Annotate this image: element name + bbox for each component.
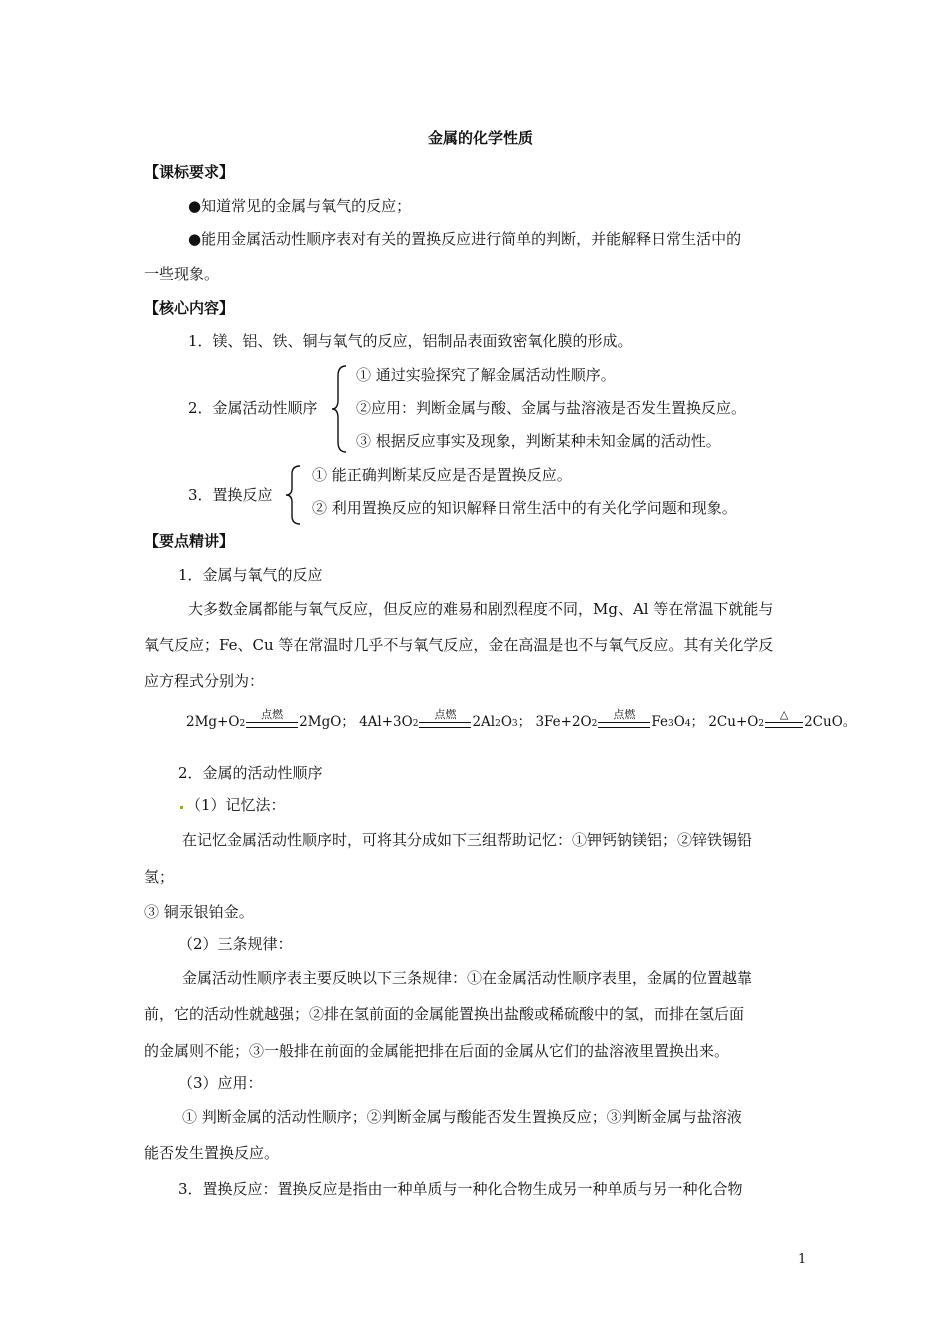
eq4-left: 2Cu+O [708, 714, 759, 730]
left-brace-icon [284, 464, 302, 526]
key-point-2-sub-3-line-1: ① 判断金属的活动性顺序；②判断金属与酸能否发生置换反应；③判断金属与盐溶液 [182, 1108, 742, 1126]
requirement-item-2-line-2: 一些现象。 [144, 265, 220, 283]
key-point-2-sub-1-line-1: 在记忆金属活动性顺序时，可将其分成如下三组帮助记忆：①钾钙钠镁铝；②锌铁锡铅 [182, 831, 753, 849]
core-item-2-sub-2: ②应用：判断金属与酸、金属与盐溶液是否发生置换反应。 [356, 399, 747, 417]
core-header: 【核心内容】 [144, 299, 235, 317]
key-point-3-line-1: 3．置换反应：置换反应是指由一种单质与一种化合物生成另一种单质与另一种化合物 [178, 1180, 743, 1198]
key-point-2-sub-2-line-3: 的金属则不能；③一般排在前面的金属能把排在后面的金属从它们的盐溶液里置换出来。 [144, 1042, 730, 1060]
key-point-2-sub-2-line-1: 金属活动性顺序表主要反映以下三条规律：①在金属活动性顺序表里，金属的位置越靠 [182, 969, 753, 987]
left-brace-icon [330, 364, 348, 454]
key-point-2-sub-2: （2）三条规律： [178, 935, 293, 953]
core-item-3-label: 3．置换反应 [188, 486, 273, 504]
key-point-1-line-2: 氧气反应；Fe、Cu 等在常温时几乎不与氧气反应，金在高温是也不与氧气反应。其有关化学反 [144, 636, 774, 654]
key-point-2-sub-1: （1）记忆法： [186, 796, 286, 814]
eq4-right: 2CuO。 [804, 714, 857, 730]
core-item-2-label: 2．金属活动性顺序 [188, 399, 318, 417]
key-point-2-sub-3-line-2: 能否发生置换反应。 [144, 1144, 280, 1162]
eq2-left: 4Al+3O [359, 714, 413, 730]
marker-dot [180, 806, 183, 809]
requirements-header: 【课标要求】 [144, 163, 235, 181]
eq3-condition: 点燃 [598, 717, 650, 729]
key-point-1-line-1: 大多数金属都能与氧气反应，但反应的难易和剧烈程度不同，Mg、Al 等在常温下就能与 [188, 600, 774, 618]
requirement-item-2-line-1: ●能用金属活动性顺序表对有关的置换反应进行简单的判断，并能解释日常生活中的 [188, 230, 742, 248]
core-item-2-sub-1: ① 通过实验探究了解金属活动性顺序。 [356, 366, 616, 384]
key-point-1-line-3: 应方程式分别为： [144, 672, 265, 690]
eq2-condition: 点燃 [419, 717, 471, 729]
eq1-condition: 点燃 [246, 717, 298, 729]
key-point-2-sub-1-line-3: ③ 铜汞银铂金。 [144, 903, 254, 921]
core-item-3-sub-1: ① 能正确判断某反应是否是置换反应。 [312, 466, 572, 484]
key-point-1-title: 1．金属与氧气的反应 [178, 566, 323, 584]
equations-line: 2Mg+O2 点燃 2MgO； 4Al+3O2 点燃 2Al2O3； 3Fe+2O2 点燃 Fe3O4； 2Cu+O2 △ 2CuO。 [186, 708, 857, 730]
core-item-2-sub-3: ③ 根据反应事实及现象，判断某种未知金属的活动性。 [356, 432, 721, 450]
eq4-condition: △ [765, 717, 803, 729]
eq3-left: 3Fe+2O [535, 714, 592, 730]
key-point-2-title: 2．金属的活动性顺序 [178, 764, 323, 782]
key-point-2-sub-2-line-2: 前，它的活动性就越强；②排在氢前面的金属能置换出盐酸或稀硫酸中的氢，而排在氢后面 [144, 1005, 745, 1023]
eq1-right: 2MgO； [299, 714, 355, 730]
core-item-3-sub-2: ② 利用置换反应的知识解释日常生活中的有关化学问题和现象。 [312, 499, 737, 517]
page-number: 1 [798, 1252, 807, 1267]
key-header: 【要点精讲】 [144, 532, 235, 550]
eq1-left: 2Mg+O [186, 714, 240, 730]
core-item-1: 1．镁、铝、铁、铜与氧气的反应，铝制品表面致密氧化膜的形成。 [188, 332, 633, 350]
key-point-2-sub-3: （3）应用： [178, 1074, 263, 1092]
page-title: 金属的化学性质 [428, 129, 534, 147]
requirement-item-1: ●知道常见的金属与氧气的反应； [188, 197, 412, 215]
key-point-2-sub-1-line-2: 氢； [144, 868, 175, 886]
